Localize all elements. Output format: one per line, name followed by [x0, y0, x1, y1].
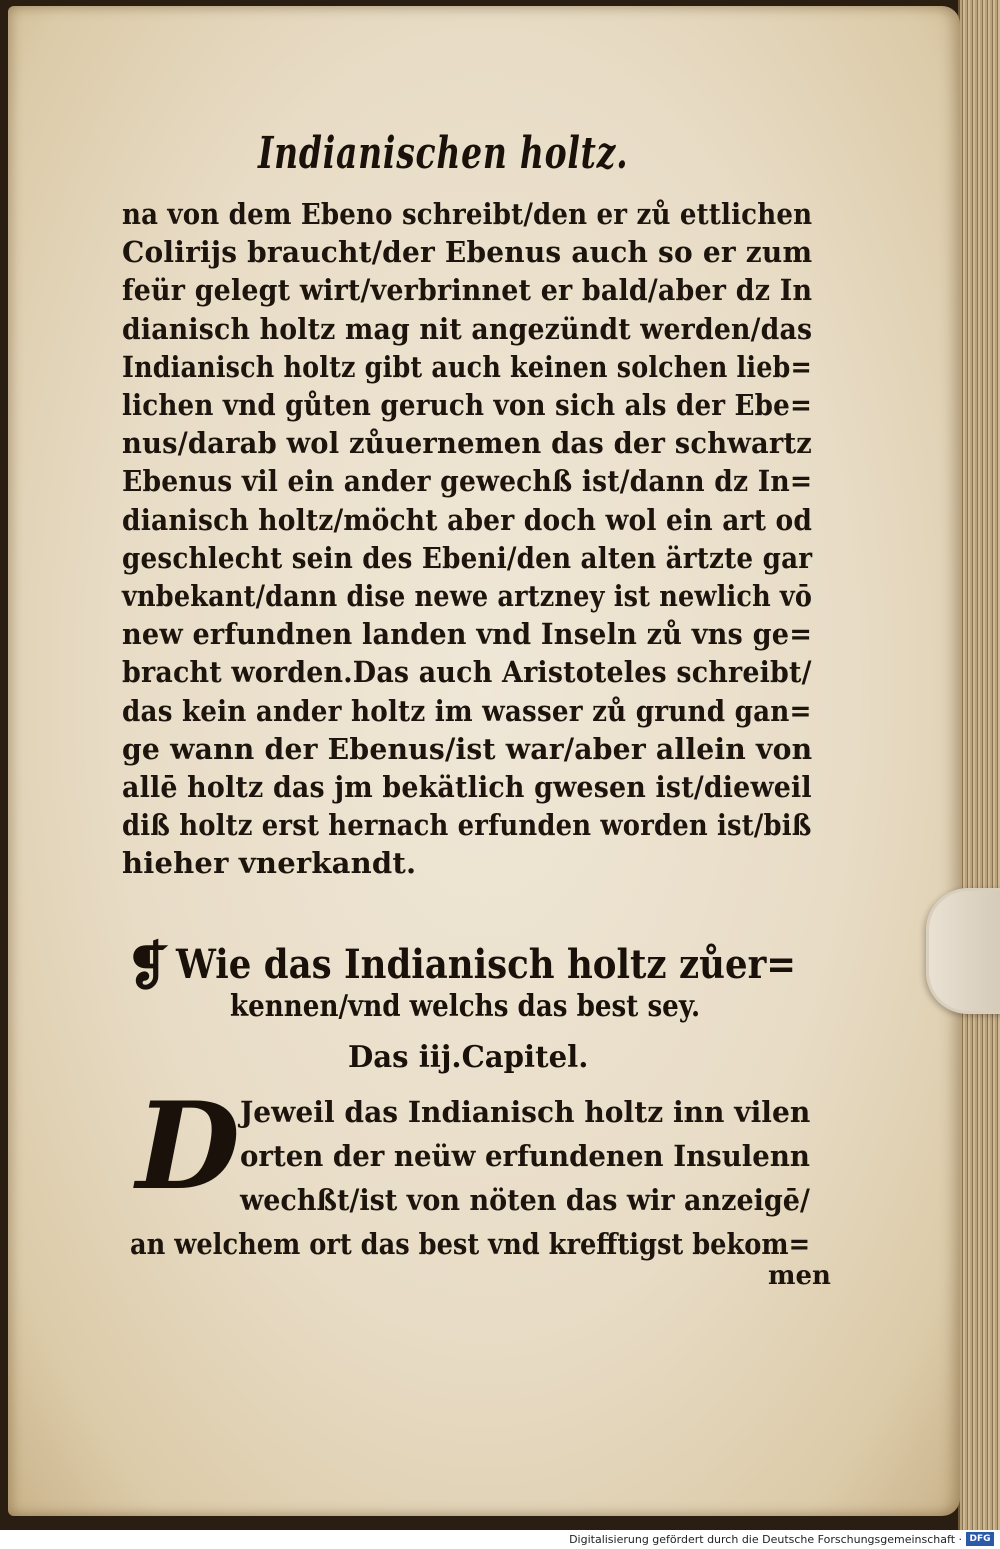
footer-credit: Digitalisierung gefördert durch die Deutsche Forschungsgemeinschaft ·	[569, 1533, 962, 1546]
body-line: dianisch holtz mag nit angezündt werden/das	[122, 311, 813, 346]
body-line: dianisch holtz/möcht aber doch wol ein art od	[122, 502, 813, 537]
body-line: diß holtz erst hernach erfunden worden ist/biß	[122, 808, 812, 843]
page-clip	[926, 888, 1000, 1014]
chapter-number: Das iij.Capitel.	[348, 1040, 589, 1075]
body-line: Indianisch holtz gibt auch keinen solchen lieb=	[122, 349, 812, 384]
running-head: Indianischen holtz.	[258, 128, 629, 179]
chapter-line: an welchem ort das best vnd krefftigst bekom=	[130, 1227, 811, 1261]
body-line: Colirijs braucht/der Ebenus auch so er zum	[122, 235, 813, 270]
body-line: bracht worden.Das auch Aristoteles schreibt/	[122, 655, 812, 690]
body-line: Ebenus vil ein ander gewechß ist/dann dz In=	[122, 464, 813, 499]
chapter-line: wechßt/ist von nöten das wir anzeigē/	[240, 1183, 810, 1217]
body-line: feür gelegt wirt/verbrinnet er bald/aber dz In	[122, 273, 813, 308]
body-line: nus/darab wol zůuernemen das der schwartz	[122, 426, 812, 461]
pilcrow-icon: ❡	[126, 936, 170, 997]
catchword: men	[768, 1261, 831, 1291]
chapter-line: orten der neüw erfundenen Insulenn	[240, 1139, 810, 1173]
body-line: geschlecht sein des Ebeni/den alten ärtzte gar	[122, 540, 813, 575]
body-line: lichen vnd gůten geruch von sich als der Ebe=	[122, 388, 813, 422]
body-line: ge wann der Ebenus/ist war/aber allein von	[122, 731, 813, 766]
chapter-heading-line-1: Wie das Indianisch holtz zůer=	[176, 941, 797, 988]
book-edge	[958, 0, 1000, 1530]
chapter-heading-line-2: kennen/vnd welchs das best sey.	[230, 989, 701, 1024]
body-line: vnbekant/dann dise newe artzney ist newlich vō	[122, 579, 813, 613]
body-line: hieher vnerkandt.	[122, 846, 417, 881]
body-line: allē holtz das jm bekätlich gwesen ist/dieweil	[122, 770, 812, 804]
dfg-logo: DFG	[966, 1532, 994, 1546]
body-line: das kein ander holtz im wasser zů grund gan=	[122, 693, 812, 728]
body-line: new erfundnen landen vnd Inseln zů vns ge=	[122, 617, 813, 652]
decorated-initial: D	[136, 1076, 241, 1217]
page-sheet	[8, 6, 960, 1516]
footer	[0, 1530, 1000, 1549]
chapter-line: Jeweil das Indianisch holtz inn vilen	[240, 1095, 811, 1129]
body-line: na von dem Ebeno schreibt/den er zů ettlichen	[122, 197, 813, 231]
